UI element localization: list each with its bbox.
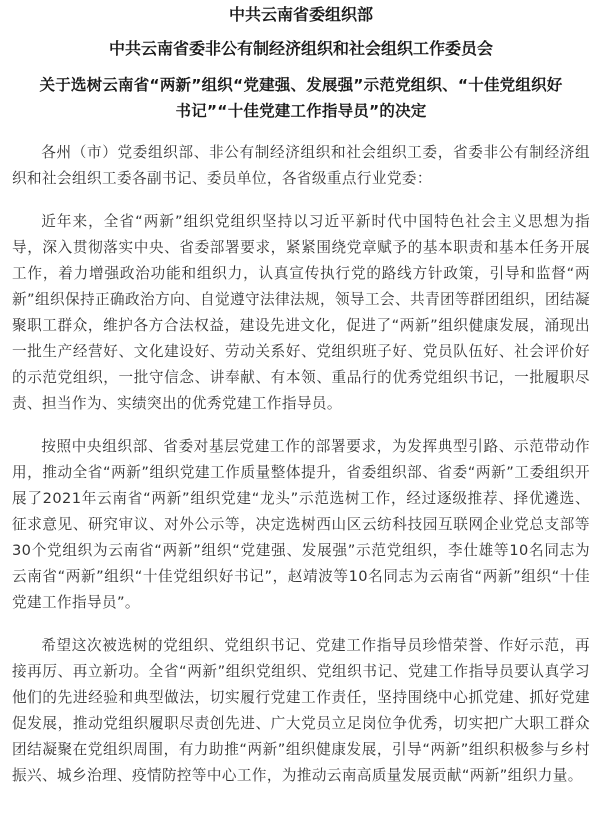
- body-paragraph-background: 近年来，全省“两新”组织党组织坚持以习近平新时代中国特色社会主义思想为指导，深入贯彻落实中央、省委部署要求，紧紧围绕党章赋予的基本职责和基本任务开展工作，着力增强政治功能和组织力，认真宣传执行党的路线方针政策，引导和监督“两新”组织保持正确政治方向、自觉遵守法律法规，领导工会、共青团等群团组织，团结凝聚职工群众，维护各方合法权益，建设先进文化，促进了“两新”组织健康发展，涌现出一批生产经营好、文化建设好、劳动关系好、党组织班子好、党员队伍好、社会评价好的示范党组织，一批守信念、讲奉献、有本领、重品行的优秀党组织书记，一批履职尽责、担当作为、实绩突出的优秀党建工作指导员。: [12, 213, 590, 412]
- body-paragraph-expectations: 希望这次被选树的党组织、党组织书记、党建工作指导员珍惜荣誉、作好示范，再接再厉、再立新功。全省“两新”组织党组织、党组织书记、党建工作指导员要认真学习他们的先进经验和典型做法，切实履行党建工作责任，坚持围绕中心抓党建、抓好党建促发展，推动党组织履职尽责创先进、广大党员立足岗位争优秀，切实把广大职工群众团结凝聚在党组织周围，有力助推“两新”组织健康发展，引导“两新”组织积极参与乡村振兴、城乡治理、疫情防控等中心工作，为推动云南高质量发展贡献“两新”组织力量。: [12, 637, 590, 784]
- addressee-paragraph: 各州（市）党委组织部、非公有制经济组织和社会组织工委，省委非公有制经济组织和社会组织工委各副书记、委员单位，各省级重点行业党委：: [12, 144, 590, 187]
- committee-title: 中共云南省委非公有制经济组织和社会组织工作委员会: [108, 39, 493, 58]
- decision-title: 关于选树云南省“两新”组织“党建强、发展强”示范党组织、“十佳党组织好书记”“十佳党建工作指导员”的决定: [39, 76, 563, 120]
- body-paragraph-decision: 按照中央组织部、省委对基层党建工作的部署要求，为发挥典型引路、示范带动作用，推动全省“两新”组织党建工作质量整体提升，省委组织部、省委“两新”工委组织开展了2021年云南省“两新”组织党建“龙头”示范选树工作，经过逐级推荐、择优遴选、征求意见、研究审议、对外公示等，决定选树西山区云纺科技园互联网企业党总支部等30个党组织为云南省“两新”组织“党建强、发展强”示范党组织，李仕雄等10名同志为云南省“两新”组织“十佳党组织好书记”，赵靖波等10名同志为云南省“两新”组织“十佳党建工作指导员”。: [12, 438, 590, 611]
- issuer-title: 中共云南省委组织部: [228, 5, 373, 24]
